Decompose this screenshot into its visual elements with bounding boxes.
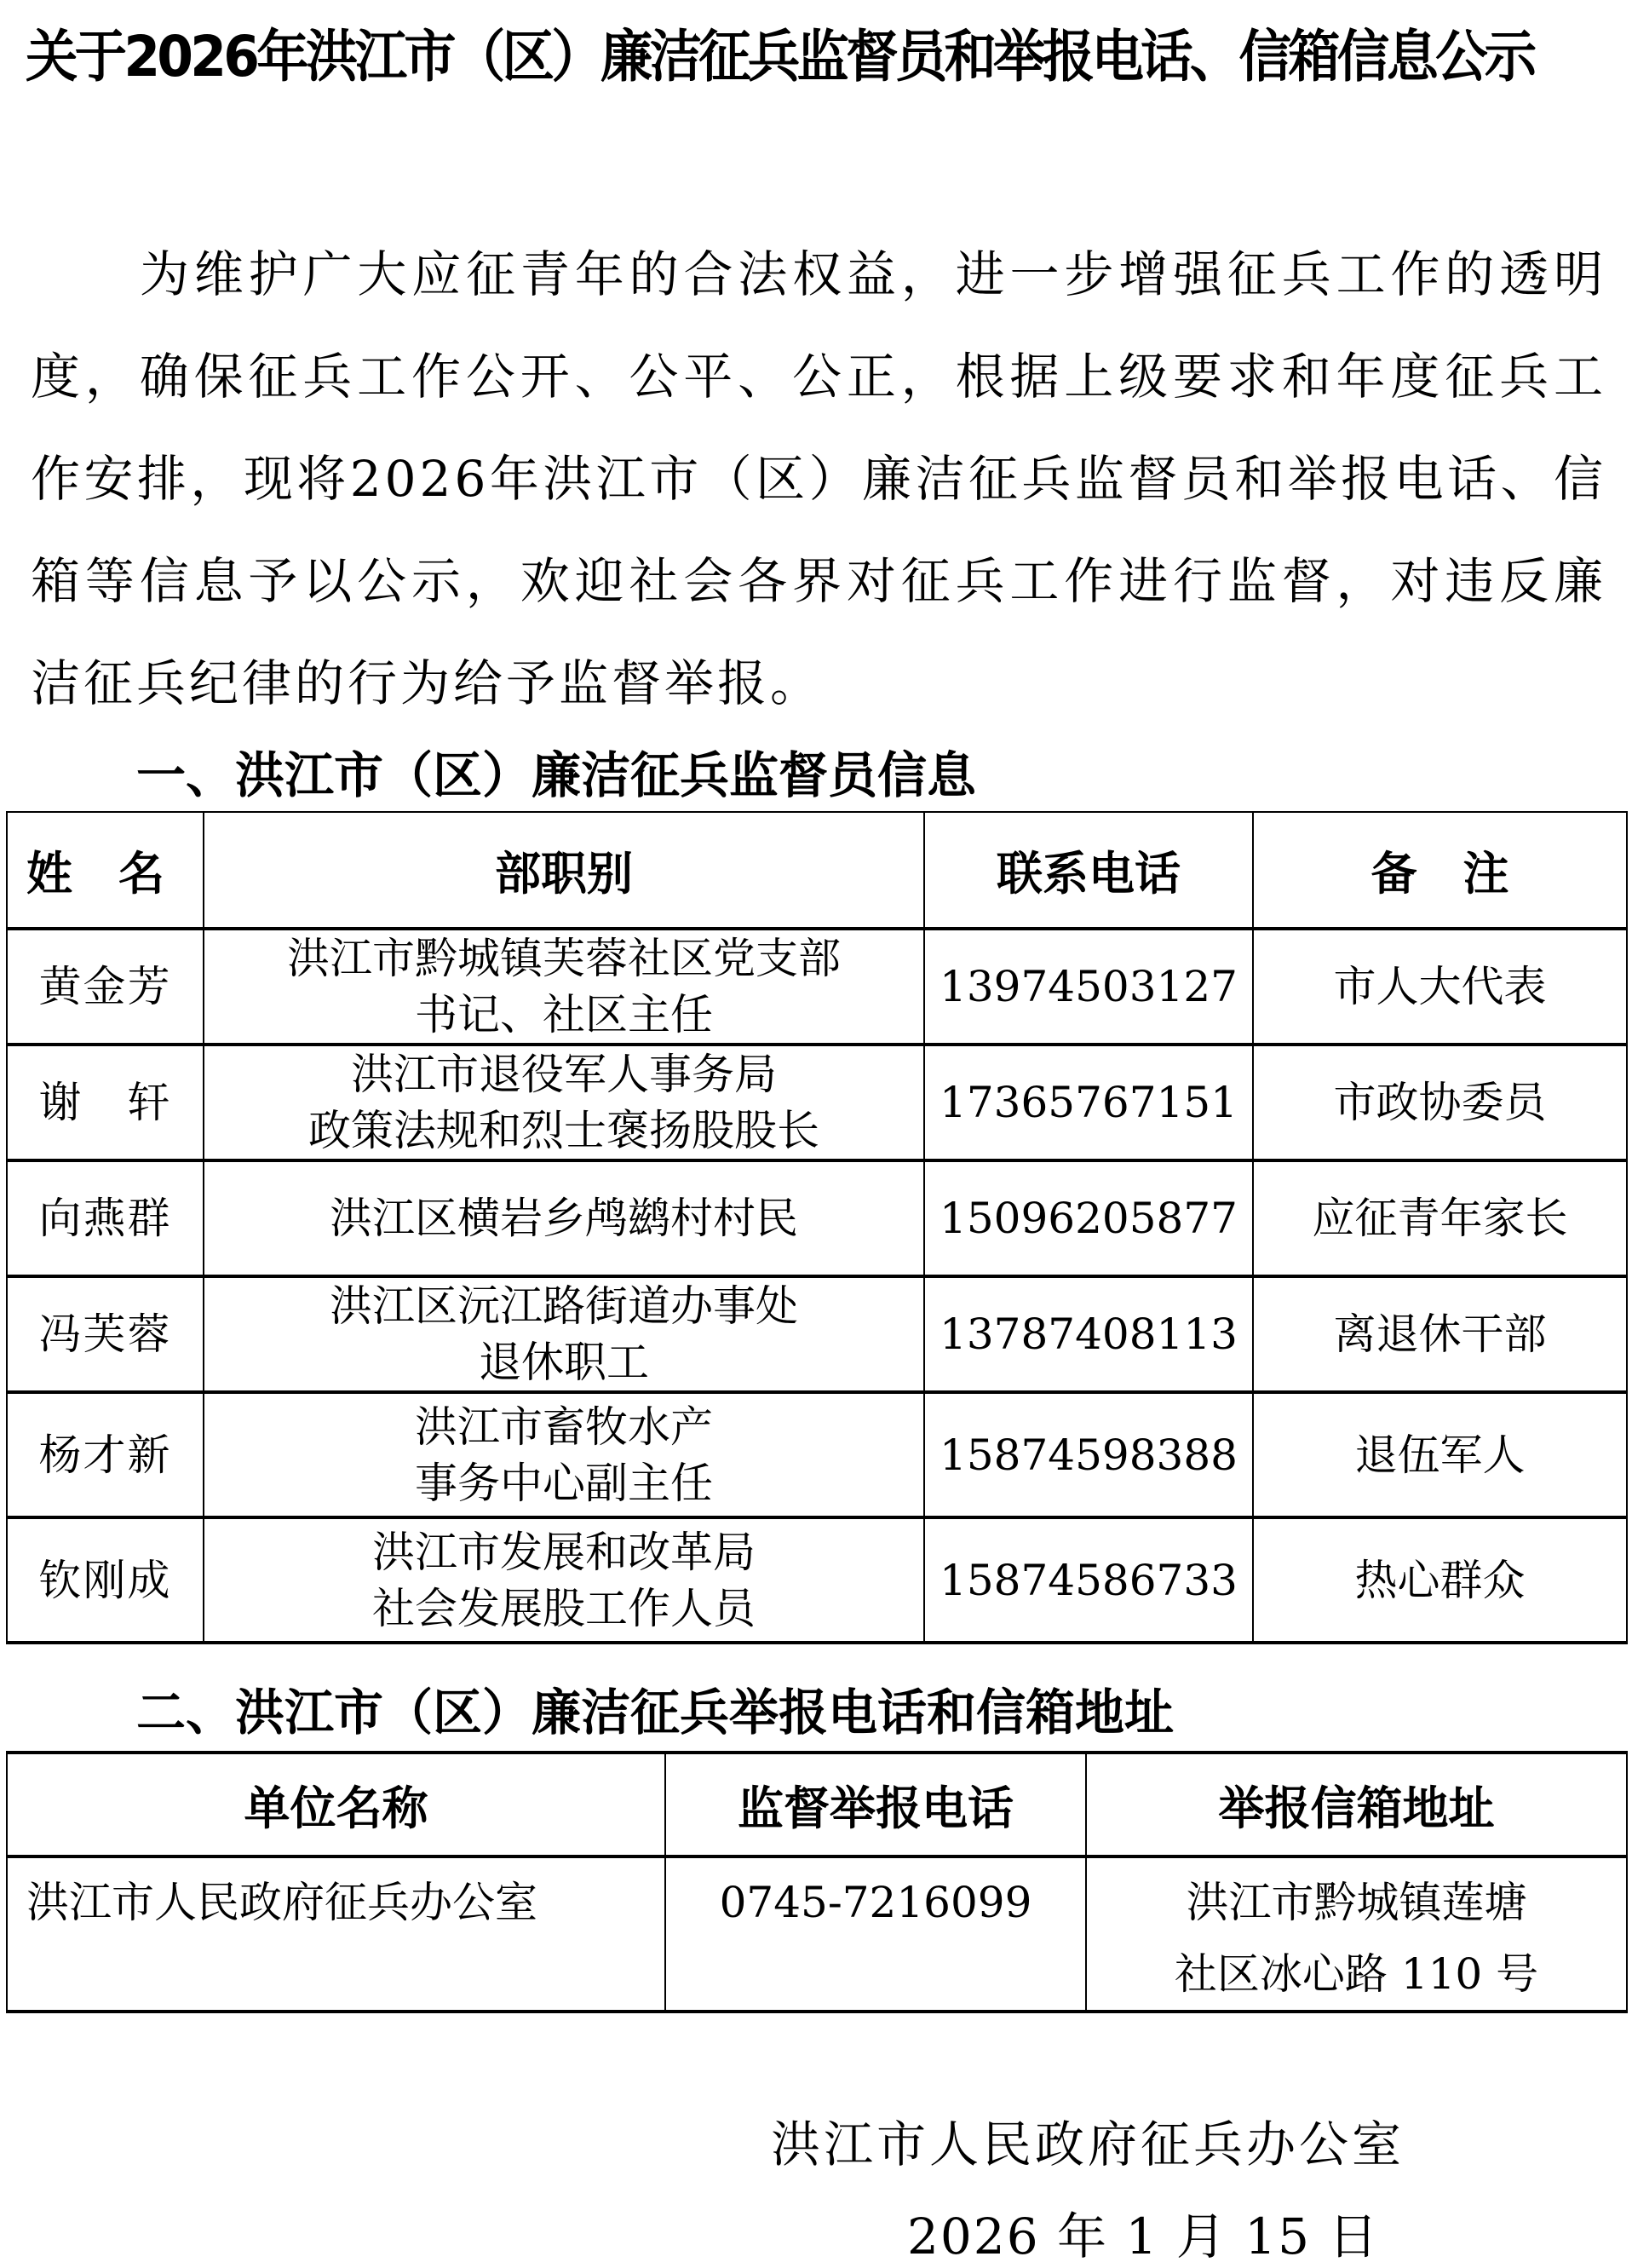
supervisor-name: 向燕群 <box>7 1160 204 1276</box>
position-line: 政策法规和烈士褒扬股股长 <box>308 1106 819 1155</box>
position-line: 洪江市畜牧水产 <box>415 1402 713 1452</box>
unit-name: 洪江市人民政府征兵办公室 <box>7 1856 665 2012</box>
hotline-table <box>6 1751 1628 2013</box>
address-line: 社区冰心路 110 号 <box>1174 1949 1539 1999</box>
supervisor-note: 离退休干部 <box>1253 1276 1627 1392</box>
address-line: 洪江市黔城镇莲塘 <box>1186 1878 1527 1927</box>
table-row <box>7 1392 1627 1517</box>
position-line: 洪江区横岩乡鸬鹚村村民 <box>330 1194 798 1243</box>
document-title: 关于2026年洪江市（区）廉洁征兵监督员和举报电话、信箱信息公示 <box>26 24 1534 89</box>
supervisor-name: 杨才新 <box>7 1392 204 1517</box>
supervisor-note: 市政协委员 <box>1253 1045 1627 1160</box>
position-line: 洪江市黔城镇芙蓉社区党支部 <box>287 934 841 983</box>
position-line: 退休职工 <box>479 1338 649 1387</box>
supervisor-position <box>204 1045 924 1160</box>
supervisor-name: 钦刚成 <box>7 1517 204 1643</box>
signature-office: 洪江市人民政府征兵办公室 <box>771 2115 1405 2173</box>
hotline-phone: 0745-7216099 <box>665 1856 1086 2012</box>
signature-date: 2026 年 1 月 15 日 <box>907 2208 1380 2265</box>
header-phone: 联系电话 <box>924 812 1253 929</box>
position-line: 事务中心副主任 <box>415 1458 713 1508</box>
table-row <box>7 1856 1627 2012</box>
header-unit: 单位名称 <box>7 1753 665 1856</box>
supervisor-note: 应征青年家长 <box>1253 1160 1627 1276</box>
section1-heading: 一、洪江市（区）廉洁征兵监督员信息 <box>136 746 977 804</box>
supervisor-name: 冯芙蓉 <box>7 1276 204 1392</box>
position-line: 社会发展股工作人员 <box>372 1583 756 1633</box>
supervisor-phone: 13974503127 <box>924 929 1253 1045</box>
supervisor-name: 黄金芳 <box>7 929 204 1045</box>
supervisor-phone: 13787408113 <box>924 1276 1253 1392</box>
supervisor-phone: 15096205877 <box>924 1160 1253 1276</box>
position-line: 书记、社区主任 <box>415 990 713 1039</box>
section2-heading: 二、洪江市（区）廉洁征兵举报电话和信箱地址 <box>136 1684 1175 1741</box>
position-line: 洪江市退役军人事务局 <box>351 1050 777 1099</box>
table-header-row <box>7 812 1627 929</box>
supervisor-note: 热心群众 <box>1253 1517 1627 1643</box>
table-row <box>7 929 1627 1045</box>
supervisor-position <box>204 929 924 1045</box>
header-note: 备 注 <box>1253 812 1627 929</box>
header-name: 姓 名 <box>7 812 204 929</box>
supervisor-position <box>204 1517 924 1643</box>
supervisor-position <box>204 1276 924 1392</box>
supervisor-phone: 15874598388 <box>924 1392 1253 1517</box>
supervisor-name: 谢 轩 <box>7 1045 204 1160</box>
header-mailbox: 举报信箱地址 <box>1086 1753 1627 1856</box>
mailbox-address <box>1086 1856 1627 2012</box>
table-row <box>7 1276 1627 1392</box>
supervisor-note: 市人大代表 <box>1253 929 1627 1045</box>
supervisor-phone: 17365767151 <box>924 1045 1253 1160</box>
supervisor-position <box>204 1160 924 1276</box>
header-position: 部职别 <box>204 812 924 929</box>
header-hotline: 监督举报电话 <box>665 1753 1086 1856</box>
table-header-row <box>7 1753 1627 1856</box>
position-line: 洪江区沅江路街道办事处 <box>330 1281 798 1331</box>
supervisor-phone: 15874586733 <box>924 1517 1253 1643</box>
table-row <box>7 1517 1627 1643</box>
supervisor-position <box>204 1392 924 1517</box>
supervisor-note: 退伍军人 <box>1253 1392 1627 1517</box>
position-line: 洪江市发展和改革局 <box>372 1527 756 1577</box>
supervisors-table <box>6 811 1628 1644</box>
table-row <box>7 1160 1627 1276</box>
intro-paragraph: 为维护广大应征青年的合法权益，进一步增强征兵工作的透明度，确保征兵工作公开、公平、公正，根据上级要求和年度征兵工作安排，现将2026年洪江市（区）廉洁征兵监督员和举报电话、信箱等信息予以公示，欢迎社会各界对征兵工作进行监督，对违反廉洁征兵纪律的行为给予监督举报。 <box>31 245 1606 712</box>
table-row <box>7 1045 1627 1160</box>
